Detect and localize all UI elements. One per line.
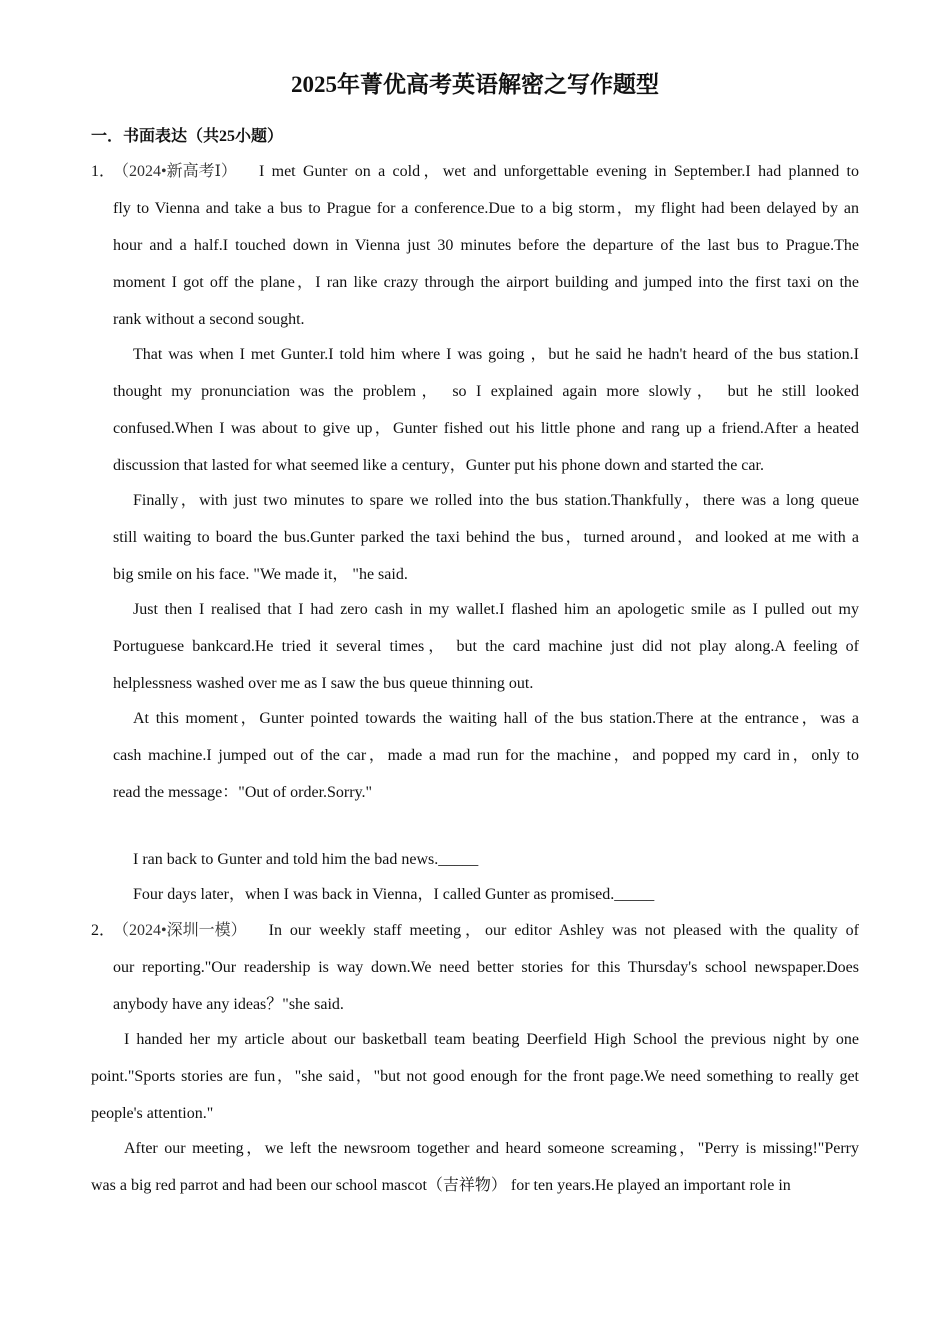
writing-prompt: Four days later，when I was back in Vienna，I called Gunter as promised._____ — [133, 886, 655, 903]
line-text: I met Gunter on a cold，wet and unforgettable evening in September.I had planned to — [258, 163, 859, 180]
paragraph — [91, 700, 859, 811]
text-line: moment I got off the plane，I ran like crazy through the airport building and jumped into the first taxi on the — [113, 274, 859, 291]
text-line: helplessness washed over me as I saw the bus queue thinning out. — [113, 675, 534, 692]
text-line: Finally，with just two minutes to spare we rolled into the bus station.Thankfully，there was a long queue — [133, 492, 859, 509]
paragraph — [91, 591, 859, 702]
text-line: big smile on his face. "We made it， "he said. — [113, 566, 408, 583]
question-number: 2． — [91, 922, 116, 939]
writing-prompt: I ran back to Gunter and told him the bad news._____ — [133, 851, 479, 868]
text-line: hour and a half.I touched down in Vienna just 30 minutes before the departure of the last bus to Prague.The — [113, 237, 859, 254]
text-line: was a big red parrot and had been our school mascot（吉祥物） for ten years.He played an important role in — [91, 1177, 791, 1194]
document-title: 2025年菁优高考英语解密之写作题型 — [291, 72, 659, 97]
text-line: our reporting."Our readership is way down.We need better stories for this Thursday's school newspaper.Does — [113, 959, 859, 976]
question-source: （2024•新高考Ⅰ） — [113, 163, 237, 180]
question-1 — [91, 153, 859, 912]
text-line: rank without a second sought. — [113, 311, 305, 328]
text-line: people's attention." — [91, 1105, 214, 1122]
text-line: I handed her my article about our basketball team beating Deerfield High School the previous night by one — [124, 1031, 859, 1048]
text-line: discussion that lasted for what seemed like a century，Gunter put his phone down and started the car. — [113, 457, 764, 474]
paragraph — [91, 912, 859, 1023]
text-line: cash machine.I jumped out of the car，made a mad run for the machine，and popped my card in，only to — [113, 747, 859, 764]
paragraph — [91, 336, 859, 484]
text-line: point."Sports stories are fun，"she said，"but not good enough for the front page.We need something to really get — [91, 1068, 859, 1085]
document-body — [91, 153, 859, 1202]
question-number: 1． — [91, 163, 116, 180]
text-line: confused.When I was about to give up，Gunter fished out his little phone and rang up a friend.After a heated — [113, 420, 859, 437]
text-line: That was when I met Gunter.I told him where I was going ，but he said he hadn't heard of the bus station.I — [133, 346, 859, 363]
text-line: After our meeting，we left the newsroom together and heard someone screaming，"Perry is missing!"Perry — [124, 1140, 859, 1157]
question-header — [91, 912, 269, 949]
text-line: Portuguese bankcard.He tried it several times， but the card machine just did not play along.A feeling of — [113, 638, 859, 655]
text-line — [91, 153, 859, 190]
question-2 — [91, 912, 859, 1204]
blank-gap — [91, 809, 859, 842]
paragraph — [91, 1021, 859, 1132]
text-line: anybody have any ideas？"she said. — [113, 996, 344, 1013]
text-line — [91, 912, 859, 949]
paragraph — [91, 482, 859, 593]
text-line: thought my pronunciation was the problem， so I explained again more slowly， but he still looked — [113, 383, 859, 400]
text-line: read the message："Out of order.Sorry." — [113, 784, 373, 801]
text-line: At this moment，Gunter pointed towards the waiting hall of the bus station.There at the entrance，was a — [133, 710, 859, 727]
paragraph — [91, 153, 859, 338]
line-text: In our weekly staff meeting，our editor Ashley was not pleased with the quality of — [268, 922, 859, 939]
question-source: （2024•深圳一模） — [113, 922, 247, 939]
text-line: still waiting to board the bus.Gunter parked the taxi behind the bus，turned around，and looked at me with a — [113, 529, 859, 546]
text-line: fly to Vienna and take a bus to Prague for a conference.Due to a big storm，my flight had been delayed by an — [113, 200, 859, 217]
question-header — [91, 153, 259, 190]
text-line: Just then I realised that I had zero cash in my wallet.I flashed him an apologetic smile as I pulled out my — [133, 601, 859, 618]
paragraph — [91, 1130, 859, 1204]
section-heading: 一．书面表达（共25小题） — [91, 128, 284, 145]
